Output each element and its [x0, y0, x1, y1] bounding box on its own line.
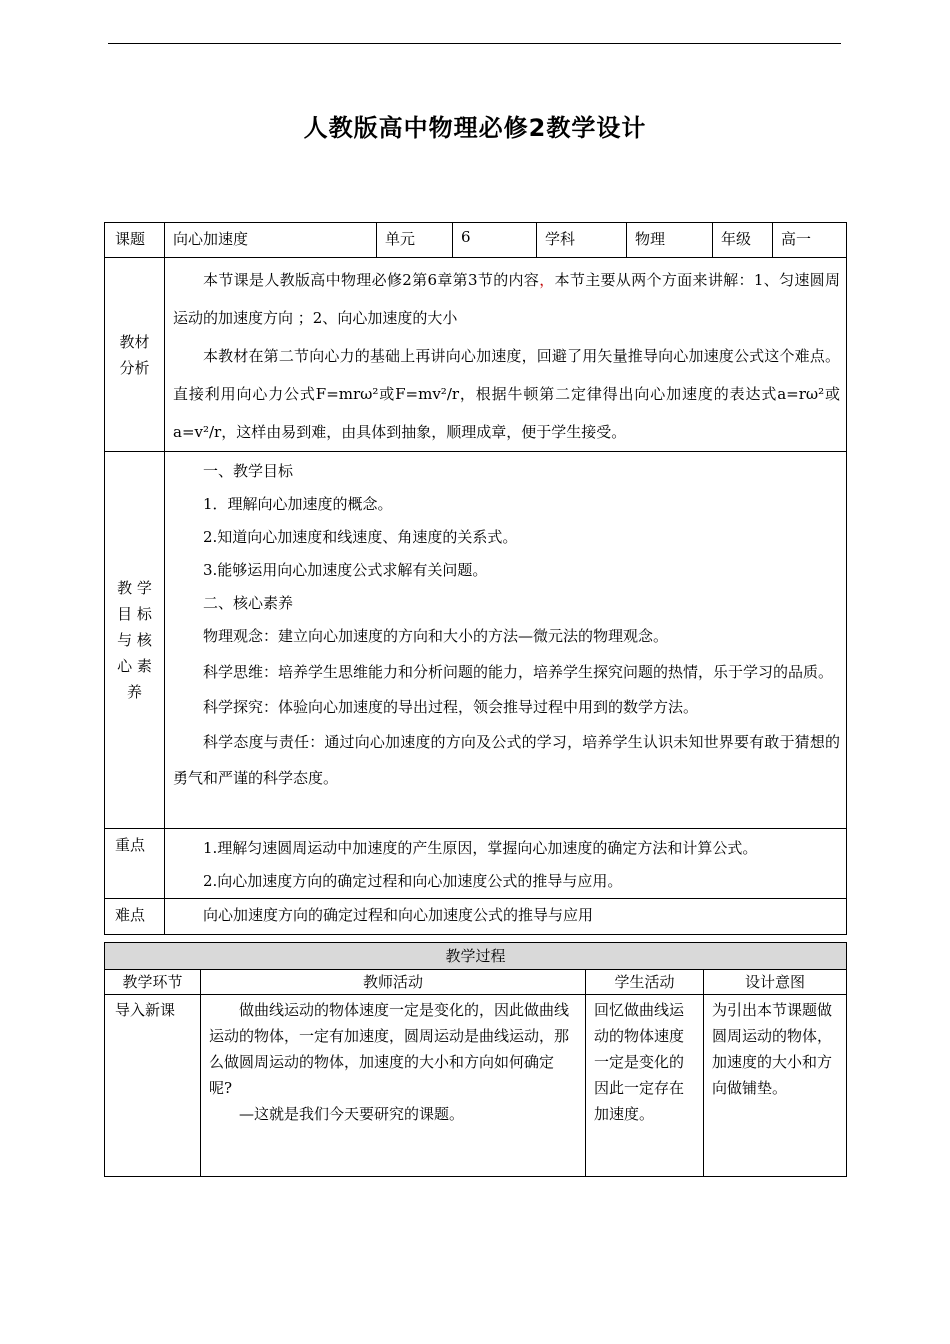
analysis-paragraph: 本教材在第二节向心力的基础上再讲向心加速度，回避了用矢量推导向心加速度公式这个难点。直接利用向心力公式F=mrω²或F=mv²/r，根据牛顿第二定律得出向心加速度的表达式a=rω²或a=v²/r，这样由易到难，由具体到抽象，顺理成章，便于学生接受。	[173, 347, 840, 441]
literacy-item: 物理观念：建立向心加速度的方向和大小的方法—微元法的物理观念。	[203, 627, 669, 645]
analysis-comma: ，	[539, 271, 555, 289]
analysis-text: 本节主要从两个方面来讲解：1、匀速圆周运动的加速度方向 ；2、向心加速度的大小	[173, 271, 841, 327]
col-header-teacher: 教师活动	[201, 970, 586, 995]
goals-row	[105, 452, 847, 829]
goals-label-line: 养	[126, 683, 142, 701]
teaching-process-table	[104, 942, 847, 1177]
topic-value: 向心加速度	[165, 223, 377, 258]
process-row	[105, 995, 847, 1177]
keypoint-item: 1.理解匀速圆周运动中加速度的产生原因，掌握向心加速度的确定方法和计算公式。	[203, 839, 758, 857]
analysis-text: 本节课是人教版高中物理必修2第6章第3节的内容	[203, 271, 540, 289]
goals-label-line: 心 素	[117, 657, 152, 675]
teacher-activity-text: 做曲线运动的物体速度一定是变化的，因此做曲线运动的物体，一定有加速度，圆周运动是曲线运动，那么做圆周运动的物体，加速度的大小和方向如何确定呢?	[209, 1001, 570, 1097]
subject-value: 物理	[627, 223, 713, 258]
student-activity-cell: 回忆做曲线运动的物体速度一定是变化的因此一定存在加速度。	[586, 995, 704, 1177]
header-rule	[108, 43, 841, 44]
difficulty-row	[105, 899, 847, 935]
goals-label-line: 教 学	[117, 579, 152, 597]
goal-item: 2.知道向心加速度和线速度、角速度的关系式。	[203, 528, 518, 546]
keypoints-content	[165, 829, 847, 899]
process-header-row	[105, 970, 847, 995]
analysis-label-line: 分析	[119, 358, 150, 377]
col-header-student: 学生活动	[586, 970, 704, 995]
analysis-row	[105, 258, 847, 452]
unit-label: 单元	[377, 223, 453, 258]
grade-label: 年级	[713, 223, 773, 258]
goals-label	[105, 452, 165, 829]
col-header-stage: 教学环节	[105, 970, 201, 995]
analysis-label-line: 教材	[119, 332, 150, 351]
difficulty-content	[165, 899, 847, 935]
keypoints-row	[105, 829, 847, 899]
design-intent-cell: 为引出本节课题做圆周运动的物体，加速度的大小和方向做铺垫。	[704, 995, 847, 1177]
teacher-activity-cell	[201, 995, 586, 1177]
process-title: 教学过程	[105, 943, 847, 970]
analysis-content	[165, 258, 847, 452]
page-title: 人教版高中物理必修2教学设计	[303, 114, 647, 142]
teacher-activity-text: —这就是我们今天要研究的课题。	[239, 1105, 465, 1123]
process-title-row	[105, 943, 847, 970]
keypoints-label: 重点	[105, 829, 165, 899]
literacy-item: 科学思维：培养学生思维能力和分析问题的能力，培养学生探究问题的热情，乐于学习的品质。	[203, 663, 834, 681]
col-header-intent: 设计意图	[704, 970, 847, 995]
literacy-item: 科学态度与责任：通过向心加速度的方向及公式的学习，培养学生认识未知世界要有敢于猜想的勇气和严谨的科学态度。	[173, 733, 840, 787]
goals-label-line: 目 标	[117, 605, 152, 623]
difficulty-label: 难点	[105, 899, 165, 935]
goals-content	[165, 452, 847, 829]
goals-label-line: 与 核	[117, 631, 152, 649]
unit-value: 6	[453, 223, 537, 258]
difficulty-text: 向心加速度方向的确定过程和向心加速度公式的推导与应用	[203, 906, 594, 924]
grade-value: 高一	[773, 223, 847, 258]
keypoint-item: 2.向心加速度方向的确定过程和向心加速度公式的推导与应用。	[203, 872, 623, 890]
goal-item: 3.能够运用向心加速度公式求解有关问题。	[203, 561, 488, 579]
analysis-label	[105, 258, 165, 452]
lesson-info-table	[104, 222, 847, 935]
goals-heading: 一、教学目标	[203, 462, 294, 480]
topic-label: 课题	[105, 223, 165, 258]
analysis-paragraph	[173, 261, 840, 337]
literacy-item: 科学探究：体验向心加速度的导出过程，领会推导过程中用到的数学方法。	[203, 698, 699, 716]
goal-item: 1．理解向心加速度的概念。	[203, 495, 393, 513]
goals-heading: 二、核心素养	[203, 594, 294, 612]
subject-label: 学科	[537, 223, 627, 258]
stage-cell: 导入新课	[105, 995, 201, 1177]
info-row	[105, 223, 847, 258]
